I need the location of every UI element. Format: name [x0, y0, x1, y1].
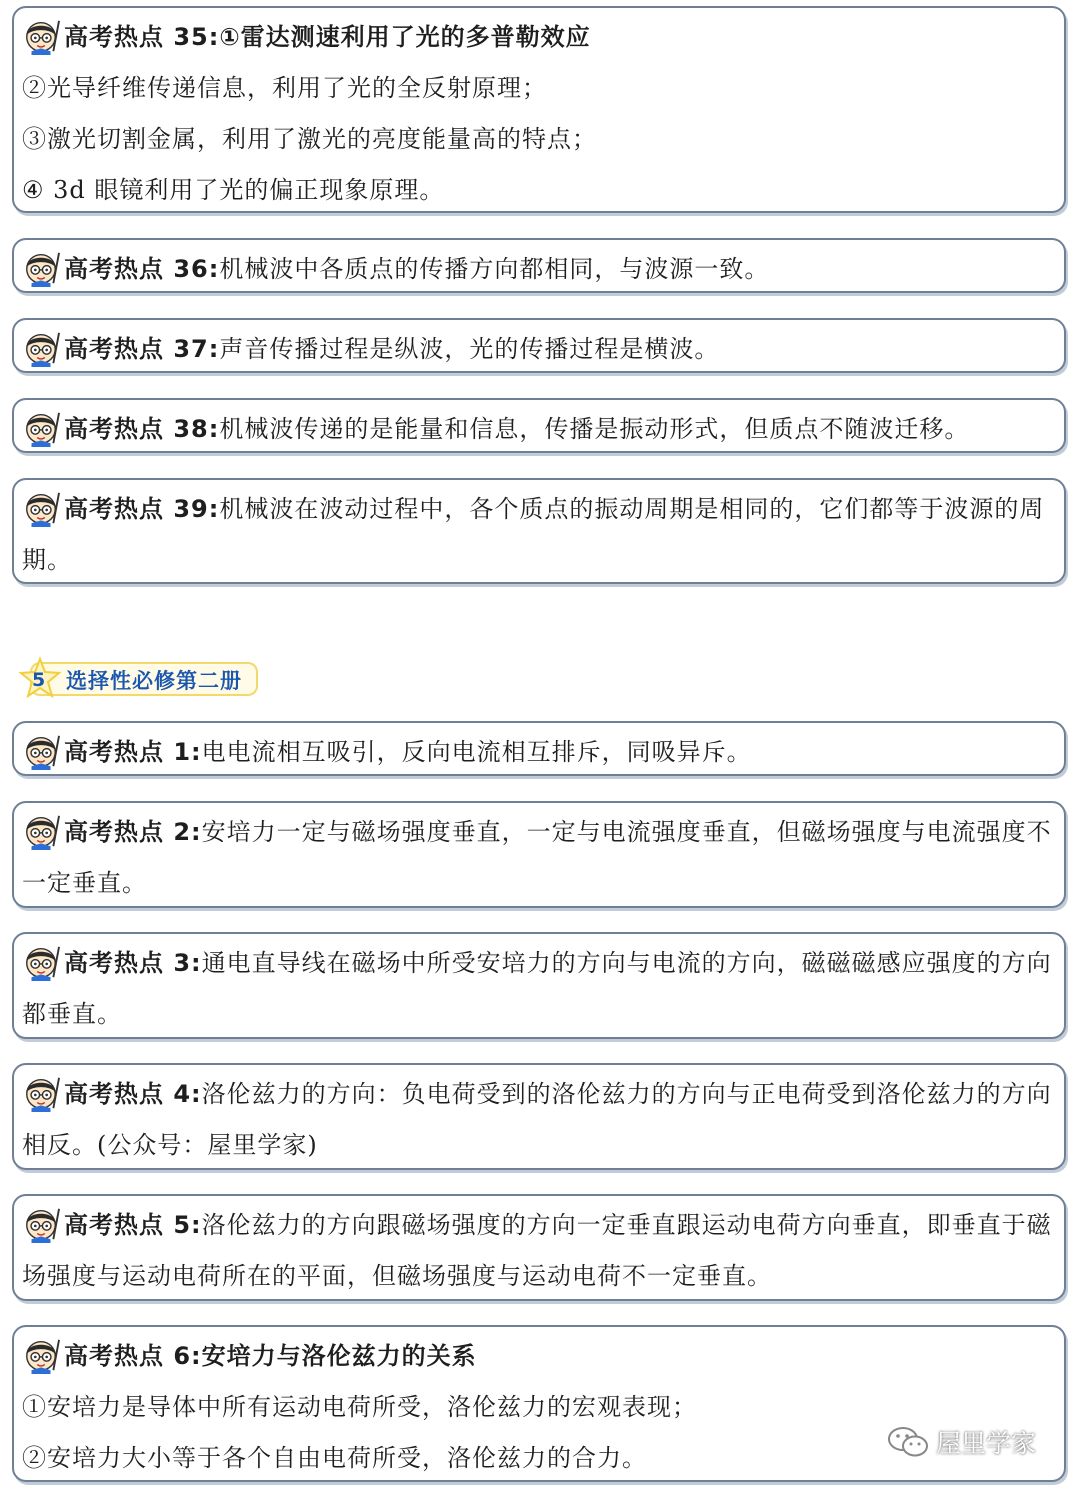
hotspot-tag: 高考热点 4: — [64, 1080, 202, 1108]
hotspot-text: 通电直导线在磁场中所受安培力的方向与电流的方向，磁磁磁感应强度的方向都垂直。 — [22, 949, 1052, 1028]
section-header — [18, 656, 263, 702]
hotspot-card-38 — [12, 398, 1066, 453]
section-title: 选择性必修第二册 — [66, 669, 242, 693]
hotspot-title: ①雷达测速利用了光的多普勒效应 — [219, 23, 591, 51]
hotspot-card-36 — [12, 238, 1066, 293]
hotspot-card-5 — [12, 1194, 1066, 1301]
hotspot-tag: 高考热点 36: — [64, 255, 220, 283]
hotspot-tag: 高考热点 3: — [64, 949, 202, 977]
hotspot-text: 机械波中各质点的传播方向都相同，与波源一致。 — [219, 255, 770, 283]
hotspot-line: ③激光切割金属，利用了激光的亮度能量高的特点； — [22, 125, 597, 153]
hotspot-tag: 高考热点 39: — [64, 495, 220, 523]
hotspot-line: ②光导纤维传递信息，利用了光的全反射原理； — [22, 74, 547, 102]
hotspot-tag: 高考热点 2: — [64, 818, 202, 846]
hotspot-card-37 — [12, 318, 1066, 373]
hotspot-tag: 高考热点 6: — [64, 1342, 202, 1370]
student-avatar-icon — [22, 1074, 60, 1112]
student-avatar-icon — [22, 1336, 60, 1374]
student-avatar-icon — [22, 17, 60, 55]
hotspot-line: ②安培力大小等于各个自由电荷所受，洛伦兹力的合力。 — [22, 1444, 647, 1472]
student-avatar-icon — [22, 489, 60, 527]
student-avatar-icon — [22, 409, 60, 447]
hotspot-tag: 高考热点 35: — [64, 23, 220, 51]
hotspot-line: ④ 3d 眼镜利用了光的偏正现象原理。 — [22, 176, 445, 204]
hotspot-card-4 — [12, 1063, 1066, 1170]
hotspot-text: 机械波传递的是能量和信息，传播是振动形式，但质点不随波迁移。 — [219, 415, 970, 443]
hotspot-card-35 — [12, 6, 1066, 213]
hotspot-line: ①安培力是导体中所有运动电荷所受，洛伦兹力的宏观表现； — [22, 1393, 697, 1421]
section-number: 5 — [32, 669, 46, 691]
watermark-text: 屋里学家 — [936, 1429, 1037, 1458]
watermark — [886, 1422, 1036, 1462]
hotspot-card-1 — [12, 721, 1066, 776]
student-avatar-icon — [22, 1205, 60, 1243]
student-avatar-icon — [22, 812, 60, 850]
hotspot-tag: 高考热点 1: — [64, 738, 202, 766]
hotspot-card-3 — [12, 932, 1066, 1039]
hotspot-card-39 — [12, 478, 1066, 584]
hotspot-tag: 高考热点 37: — [64, 335, 220, 363]
hotspot-text: 洛伦兹力的方向：负电荷受到的洛伦兹力的方向与正电荷受到洛伦兹力的方向相反。(公众号：屋里学家) — [22, 1080, 1052, 1159]
student-avatar-icon — [22, 943, 60, 981]
hotspot-text: 电电流相互吸引，反向电流相互排斥，同吸异斥。 — [201, 738, 752, 766]
hotspot-text: 洛伦兹力的方向跟磁场强度的方向一定垂直跟运动电荷方向垂直，即垂直于磁场强度与运动电荷所在的平面，但磁场强度与运动电荷不一定垂直。 — [22, 1211, 1052, 1290]
hotspot-tag: 高考热点 38: — [64, 415, 220, 443]
student-avatar-icon — [22, 732, 60, 770]
hotspot-card-2 — [12, 801, 1066, 908]
hotspot-text: 机械波在波动过程中，各个质点的振动周期是相同的，它们都等于波源的周期。 — [22, 495, 1045, 574]
hotspot-text: 声音传播过程是纵波，光的传播过程是横波。 — [219, 335, 720, 363]
student-avatar-icon — [22, 249, 60, 287]
student-avatar-icon — [22, 329, 60, 367]
hotspot-title: 安培力与洛伦兹力的关系 — [201, 1342, 477, 1370]
hotspot-tag: 高考热点 5: — [64, 1211, 202, 1239]
wechat-icon — [886, 1425, 930, 1459]
hotspot-text: 安培力一定与磁场强度垂直，一定与电流强度垂直，但磁场强度与电流强度不一定垂直。 — [22, 818, 1052, 897]
